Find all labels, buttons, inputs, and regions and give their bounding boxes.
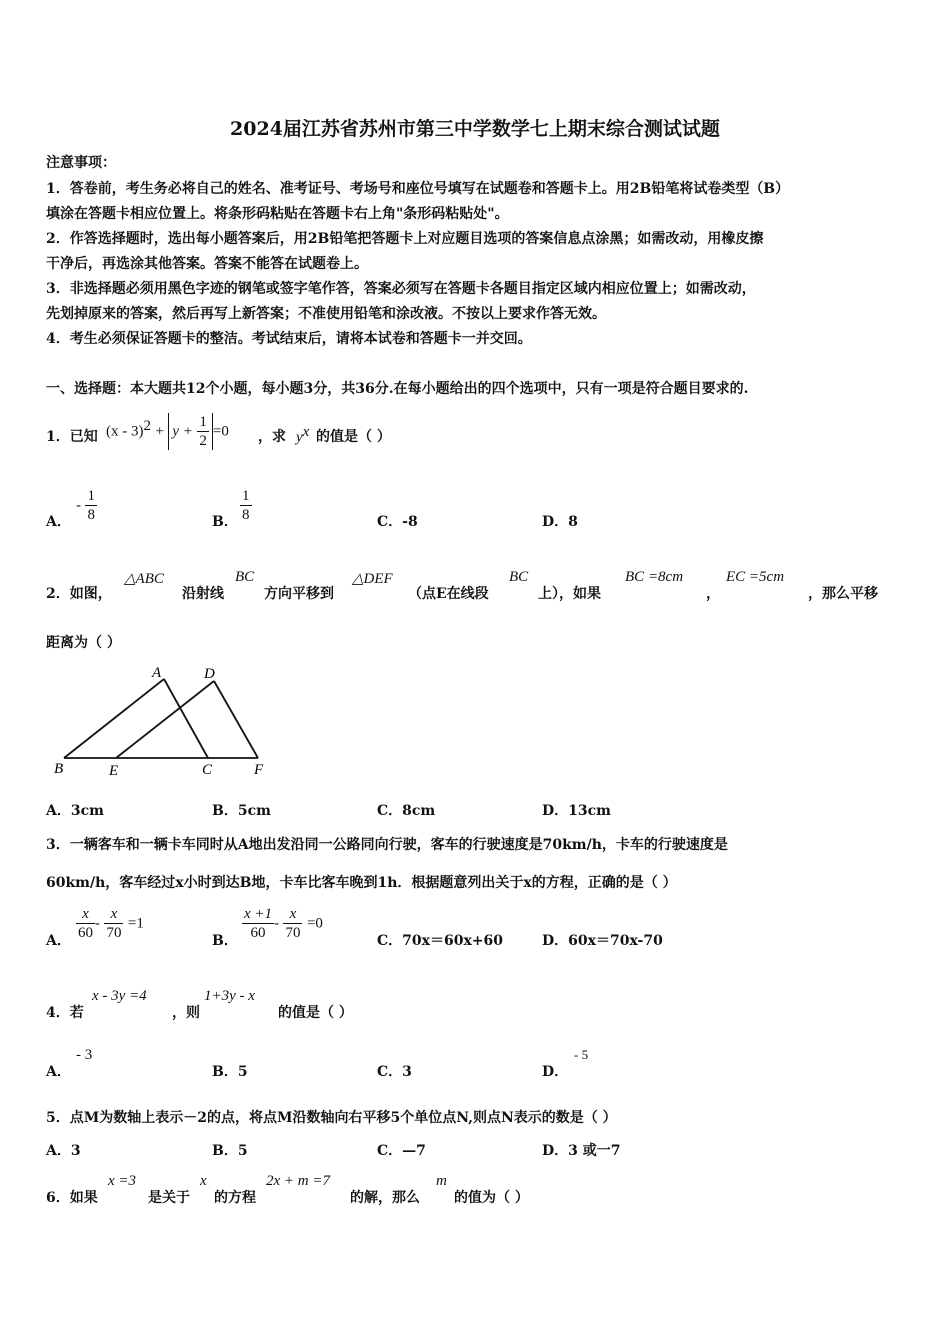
q2-prefix: 2．如图， xyxy=(46,586,112,602)
label-f: F xyxy=(254,762,264,778)
label-d: D xyxy=(204,666,215,682)
q1-option-b-den: 8 xyxy=(242,507,250,523)
q3-option-a-label: A． xyxy=(46,933,71,949)
q3-option-a xyxy=(76,905,144,942)
q3-a-num-2: x xyxy=(104,905,123,924)
line-df xyxy=(214,681,258,758)
q2-bc-eq: BC =8cm xyxy=(625,569,684,585)
q5-line: 5．点M为数轴上表示－2的点，将点M沿数轴向右平移5个单位点N,则点N表示的数是（ ） xyxy=(46,1110,617,1126)
q1-equation xyxy=(106,413,229,450)
q3-option-c: C．70x＝60x+60 xyxy=(377,933,504,949)
q2-text-4: 上），如果 xyxy=(538,586,601,602)
line-ba xyxy=(64,679,164,758)
label-a: A xyxy=(152,665,162,681)
q3-a-minus: - xyxy=(95,915,100,932)
q3-b-frac-1 xyxy=(242,905,274,942)
q1-expr-left: (x - 3) xyxy=(106,423,144,440)
q2-option-a: A．3cm xyxy=(46,803,104,819)
q6-text-2: 的方程 xyxy=(214,1190,256,1206)
q2-bc-2: BC xyxy=(509,569,529,585)
q1-option-a-label: A． xyxy=(46,514,71,530)
line-ed xyxy=(116,681,214,758)
q4-option-c: C．3 xyxy=(377,1064,412,1080)
q1-prefix: 1．已知 xyxy=(46,429,98,445)
q6-m: m xyxy=(436,1173,447,1189)
q1-eq0: =0 xyxy=(212,423,229,440)
q1-exp: 2 xyxy=(143,417,151,434)
q1-half xyxy=(197,413,209,450)
q2-text-2: 方向平移到 xyxy=(264,586,334,602)
q4-option-a-value: - 3 xyxy=(76,1047,93,1063)
q2-text-1: 沿射线 xyxy=(182,586,224,602)
q2-line-2: 距离为（ ） xyxy=(46,635,121,651)
q1-option-a-frac xyxy=(85,487,97,524)
q5-option-c: C．—7 xyxy=(377,1143,426,1159)
q2-option-d: D．13cm xyxy=(542,803,611,819)
q3-a-frac-2 xyxy=(104,905,123,942)
q4-prefix: 4．若 xyxy=(46,1005,84,1021)
q1-option-c: C．-8 xyxy=(377,514,418,530)
q4-expression: 1+3y - x xyxy=(204,988,255,1004)
q3-b-num-1: x +1 xyxy=(244,906,273,922)
notice-line-4: 4．考生必须保证答题卡的整洁。考试结束后，请将本试卷和答题卡一并交回。 xyxy=(46,331,532,347)
q3-a-frac-1 xyxy=(76,905,95,942)
q3-b-num-2: x xyxy=(283,905,302,924)
q6-text-3: 的解，那么 xyxy=(350,1190,420,1206)
q3-line-2: 60km/h，客车经过x小时到达B地，卡车比客车晚到1h．根据题意列出关于x的方程，正确的是（ ） xyxy=(46,875,677,891)
label-c: C xyxy=(202,762,213,778)
q4-option-b: B．5 xyxy=(212,1064,248,1080)
q2-bc-1: BC xyxy=(235,569,255,585)
q5-option-b: B．5 xyxy=(212,1143,248,1159)
q3-b-eq: =0 xyxy=(306,915,323,932)
q1-plus: + xyxy=(155,423,164,440)
q2-tri-def: △DEF xyxy=(352,571,393,587)
q6-prefix: 6．如果 xyxy=(46,1190,98,1206)
notice-line-3b: 先划掉原来的答案，然后再写上新答案；不准使用铅笔和涂改液。不按以上要求作答无效。 xyxy=(46,306,606,322)
q1-option-b xyxy=(240,487,252,524)
q1-option-b-num: 1 xyxy=(242,488,250,504)
q2-tri-abc: △ABC xyxy=(124,571,164,587)
q6-text-1: 是关于 xyxy=(148,1190,190,1206)
q4-middle: ，则 xyxy=(172,1005,200,1021)
q4-option-a-label: A． xyxy=(46,1064,71,1080)
q3-option-b-label: B． xyxy=(212,933,238,949)
q2-ec-eq: EC =5cm xyxy=(726,569,785,585)
q2-text-3: （点E在线段 xyxy=(408,586,489,602)
notice-line-1a: 1．答卷前，考生务必将自己的姓名、准考证号、考场号和座位号填写在试题卷和答题卡上。用2B铅笔将试卷类型（B） xyxy=(46,181,790,197)
notice-line-3a: 3．非选择题必须用黑色字迹的钢笔或签字笔作答，答案必须写在答题卡各题目指定区域内相应位置上；如需改动， xyxy=(46,281,756,297)
q3-b-den-2: 70 xyxy=(285,925,301,941)
q2-text-5: ，那么平移 xyxy=(808,586,878,602)
q6-equation: 2x + m =7 xyxy=(266,1173,330,1189)
q1-half-num: 1 xyxy=(199,414,207,430)
q2-comma: ， xyxy=(706,586,720,602)
q6-condition: x =3 xyxy=(108,1173,137,1189)
q3-option-d: D．60x＝70x-70 xyxy=(542,933,663,949)
q3-b-frac-2 xyxy=(283,905,302,942)
q1-abs-y: y + xyxy=(172,423,193,440)
q3-b-minus: - xyxy=(274,915,280,932)
q1-option-b-label: B． xyxy=(212,514,238,530)
q3-line-1: 3．一辆客车和一辆卡车同时从A地出发沿同一公路同向行驶，客车的行驶速度是70km/h，卡车的行驶速度是 xyxy=(46,837,728,853)
q3-b-den-1: 60 xyxy=(250,925,266,941)
q2-option-c: C．8cm xyxy=(377,803,436,819)
q1-suffix: 的值是（ ） xyxy=(316,429,391,445)
notice-line-1b: 填涂在答题卡相应位置上。将条形码粘贴在答题卡右上角"条形码粘贴处"。 xyxy=(46,206,509,222)
notice-line-2a: 2．作答选择题时，选出每小题答案后，用2B铅笔把答题卡上对应题目选项的答案信息点涂黑；如需改动，用橡皮擦 xyxy=(46,231,764,247)
label-e: E xyxy=(109,763,119,779)
q3-a-eq: =1 xyxy=(127,915,144,932)
q1-option-a xyxy=(76,487,97,524)
q1-yx-exp: x xyxy=(302,424,310,440)
q1-option-a-sign: - xyxy=(76,497,81,514)
page-title: 2024届江苏省苏州市第三中学数学七上期末综合测试试题 xyxy=(230,118,720,140)
q2-option-b: B．5cm xyxy=(212,803,271,819)
q6-text-4: 的值为（ ） xyxy=(454,1190,529,1206)
q1-option-a-den: 8 xyxy=(87,507,95,523)
q4-condition: x - 3y =4 xyxy=(92,988,147,1004)
label-b: B xyxy=(54,761,64,777)
q1-yx xyxy=(296,424,309,447)
q1-option-a-num: 1 xyxy=(87,488,95,504)
notice-heading: 注意事项： xyxy=(46,155,116,171)
q3-a-den-1: 60 xyxy=(78,925,93,941)
q6-var: x xyxy=(200,1173,207,1189)
q2-figure xyxy=(46,662,286,782)
q1-middle: ，求 xyxy=(258,429,286,445)
notice-line-2b: 干净后，再选涂其他答案。答案不能答在试题卷上。 xyxy=(46,256,368,272)
q5-option-d: D．3 或一7 xyxy=(542,1143,621,1159)
q5-option-a: A．3 xyxy=(46,1143,81,1159)
q4-option-d-value: - 5 xyxy=(574,1047,589,1062)
q1-abs-value xyxy=(168,413,212,450)
q4-suffix: 的值是（ ） xyxy=(278,1005,353,1021)
q3-a-den-2: 70 xyxy=(106,925,122,941)
q1-half-den: 2 xyxy=(199,433,207,449)
section-heading: 一、选择题：本大题共12个小题，每小题3分，共36分.在每小题给出的四个选项中，只有一项是符合题目要求的. xyxy=(46,381,749,397)
q1-option-d: D．8 xyxy=(542,514,578,530)
q1-yx-base: y xyxy=(296,429,303,446)
q1-option-b-frac xyxy=(240,487,252,524)
q4-option-d-label: D． xyxy=(542,1064,569,1080)
q3-option-b xyxy=(242,905,323,942)
q3-a-num-1: x xyxy=(76,905,95,924)
